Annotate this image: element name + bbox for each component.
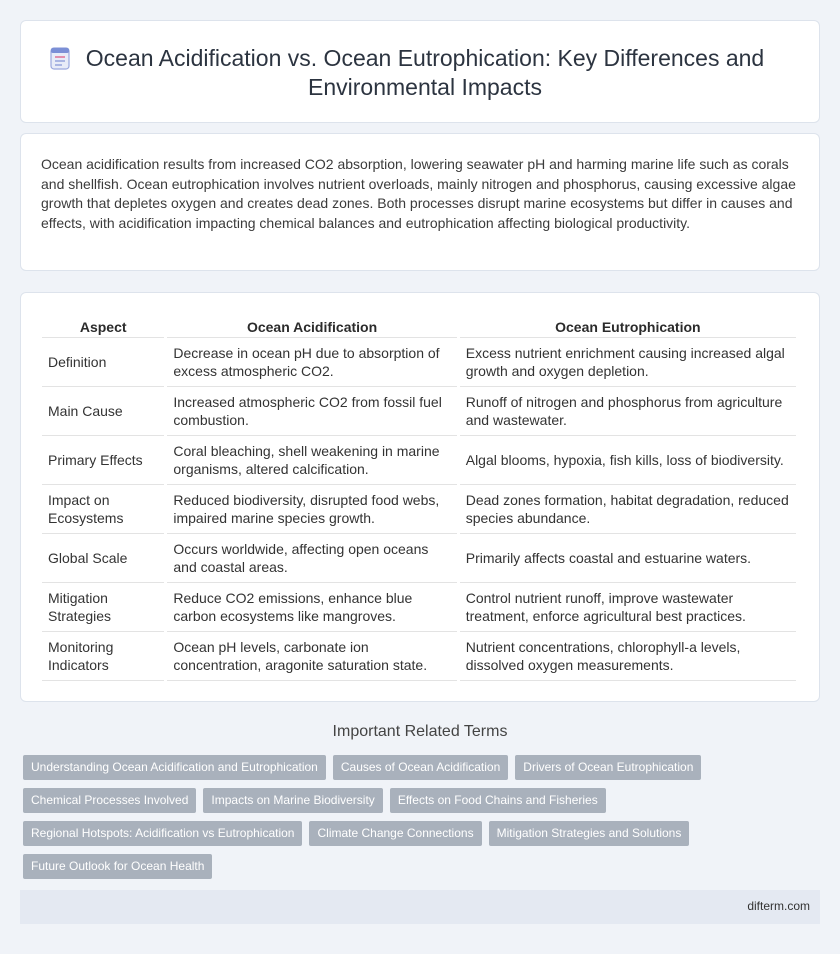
row-aspect: Main Cause [42, 387, 166, 436]
related-terms-list [23, 755, 723, 879]
table-header-row [42, 316, 798, 338]
row-eutrophication: Control nutrient runoff, improve wastewater treatment, enforce agricultural best practices. [458, 583, 797, 632]
row-acidification: Reduce CO2 emissions, enhance blue carbon ecosystems like mangroves. [166, 583, 458, 632]
row-acidification: Increased atmospheric CO2 from fossil fuel combustion. [166, 387, 458, 436]
table-row [42, 632, 798, 681]
header-card [20, 20, 820, 123]
related-term-link[interactable]: Climate Change Connections [309, 821, 481, 846]
row-aspect: Primary Effects [42, 436, 166, 485]
row-acidification: Ocean pH levels, carbonate ion concentration, aragonite saturation state. [166, 632, 458, 681]
table-row [42, 338, 798, 387]
intro-paragraph: Ocean acidification results from increased CO2 absorption, lowering seawater pH and harming marine life such as corals and shellfish. Ocean eutrophication involves nutrient overloads, mainly nitrogen and phosphorus, causing excessive algae growth that depletes oxygen and creates dead zones. Both processes disrupt marine ecosystems but differ in causes and effects, with acidification impacting chemical balances and eutrophication affecting biological productivity. [41, 156, 796, 231]
related-term-link[interactable]: Future Outlook for Ocean Health [23, 854, 212, 879]
row-acidification: Reduced biodiversity, disrupted food webs, impaired marine species growth. [166, 485, 458, 534]
related-term-link[interactable]: Impacts on Marine Biodiversity [203, 788, 382, 813]
row-aspect: Impact on Ecosystems [42, 485, 166, 534]
row-aspect: Mitigation Strategies [42, 583, 166, 632]
related-term-link[interactable]: Chemical Processes Involved [23, 788, 196, 813]
table-row [42, 583, 798, 632]
row-eutrophication: Algal blooms, hypoxia, fish kills, loss of biodiversity. [458, 436, 797, 485]
related-terms-heading: Important Related Terms [332, 723, 508, 740]
related-term-link[interactable]: Effects on Food Chains and Fisheries [390, 788, 606, 813]
row-aspect: Definition [42, 338, 166, 387]
comparison-table-card [20, 292, 820, 702]
row-aspect: Global Scale [42, 534, 166, 583]
page-title: Ocean Acidification vs. Ocean Eutrophication: Key Differences and Environmental Impacts [85, 45, 765, 100]
row-aspect: Monitoring Indicators [42, 632, 166, 681]
table-row [42, 534, 798, 583]
related-term-link[interactable]: Causes of Ocean Acidification [333, 755, 508, 780]
column-header-acidification: Ocean Acidification [166, 316, 458, 338]
column-header-aspect: Aspect [42, 316, 166, 338]
intro-card [20, 133, 820, 271]
footer-site-link[interactable]: difterm.com [747, 899, 810, 913]
table-row [42, 387, 798, 436]
related-term-link[interactable]: Understanding Ocean Acidification and Eutrophication [23, 755, 326, 780]
column-header-eutrophication: Ocean Eutrophication [458, 316, 797, 338]
row-acidification: Coral bleaching, shell weakening in marine organisms, altered calcification. [166, 436, 458, 485]
row-eutrophication: Runoff of nitrogen and phosphorus from agriculture and wastewater. [458, 387, 797, 436]
row-eutrophication: Dead zones formation, habitat degradation, reduced species abundance. [458, 485, 797, 534]
table-row [42, 436, 798, 485]
related-term-link[interactable]: Regional Hotspots: Acidification vs Eutrophication [23, 821, 302, 846]
table-row [42, 485, 798, 534]
related-term-link[interactable]: Drivers of Ocean Eutrophication [515, 755, 701, 780]
related-term-link[interactable]: Mitigation Strategies and Solutions [489, 821, 690, 846]
row-acidification: Decrease in ocean pH due to absorption of excess atmospheric CO2. [166, 338, 458, 387]
row-acidification: Occurs worldwide, affecting open oceans and coastal areas. [166, 534, 458, 583]
comparison-table [42, 316, 799, 681]
row-eutrophication: Excess nutrient enrichment causing increased algal growth and oxygen depletion. [458, 338, 797, 387]
row-eutrophication: Nutrient concentrations, chlorophyll-a levels, dissolved oxygen measurements. [458, 632, 797, 681]
footer [20, 890, 820, 924]
row-eutrophication: Primarily affects coastal and estuarine waters. [458, 534, 797, 583]
